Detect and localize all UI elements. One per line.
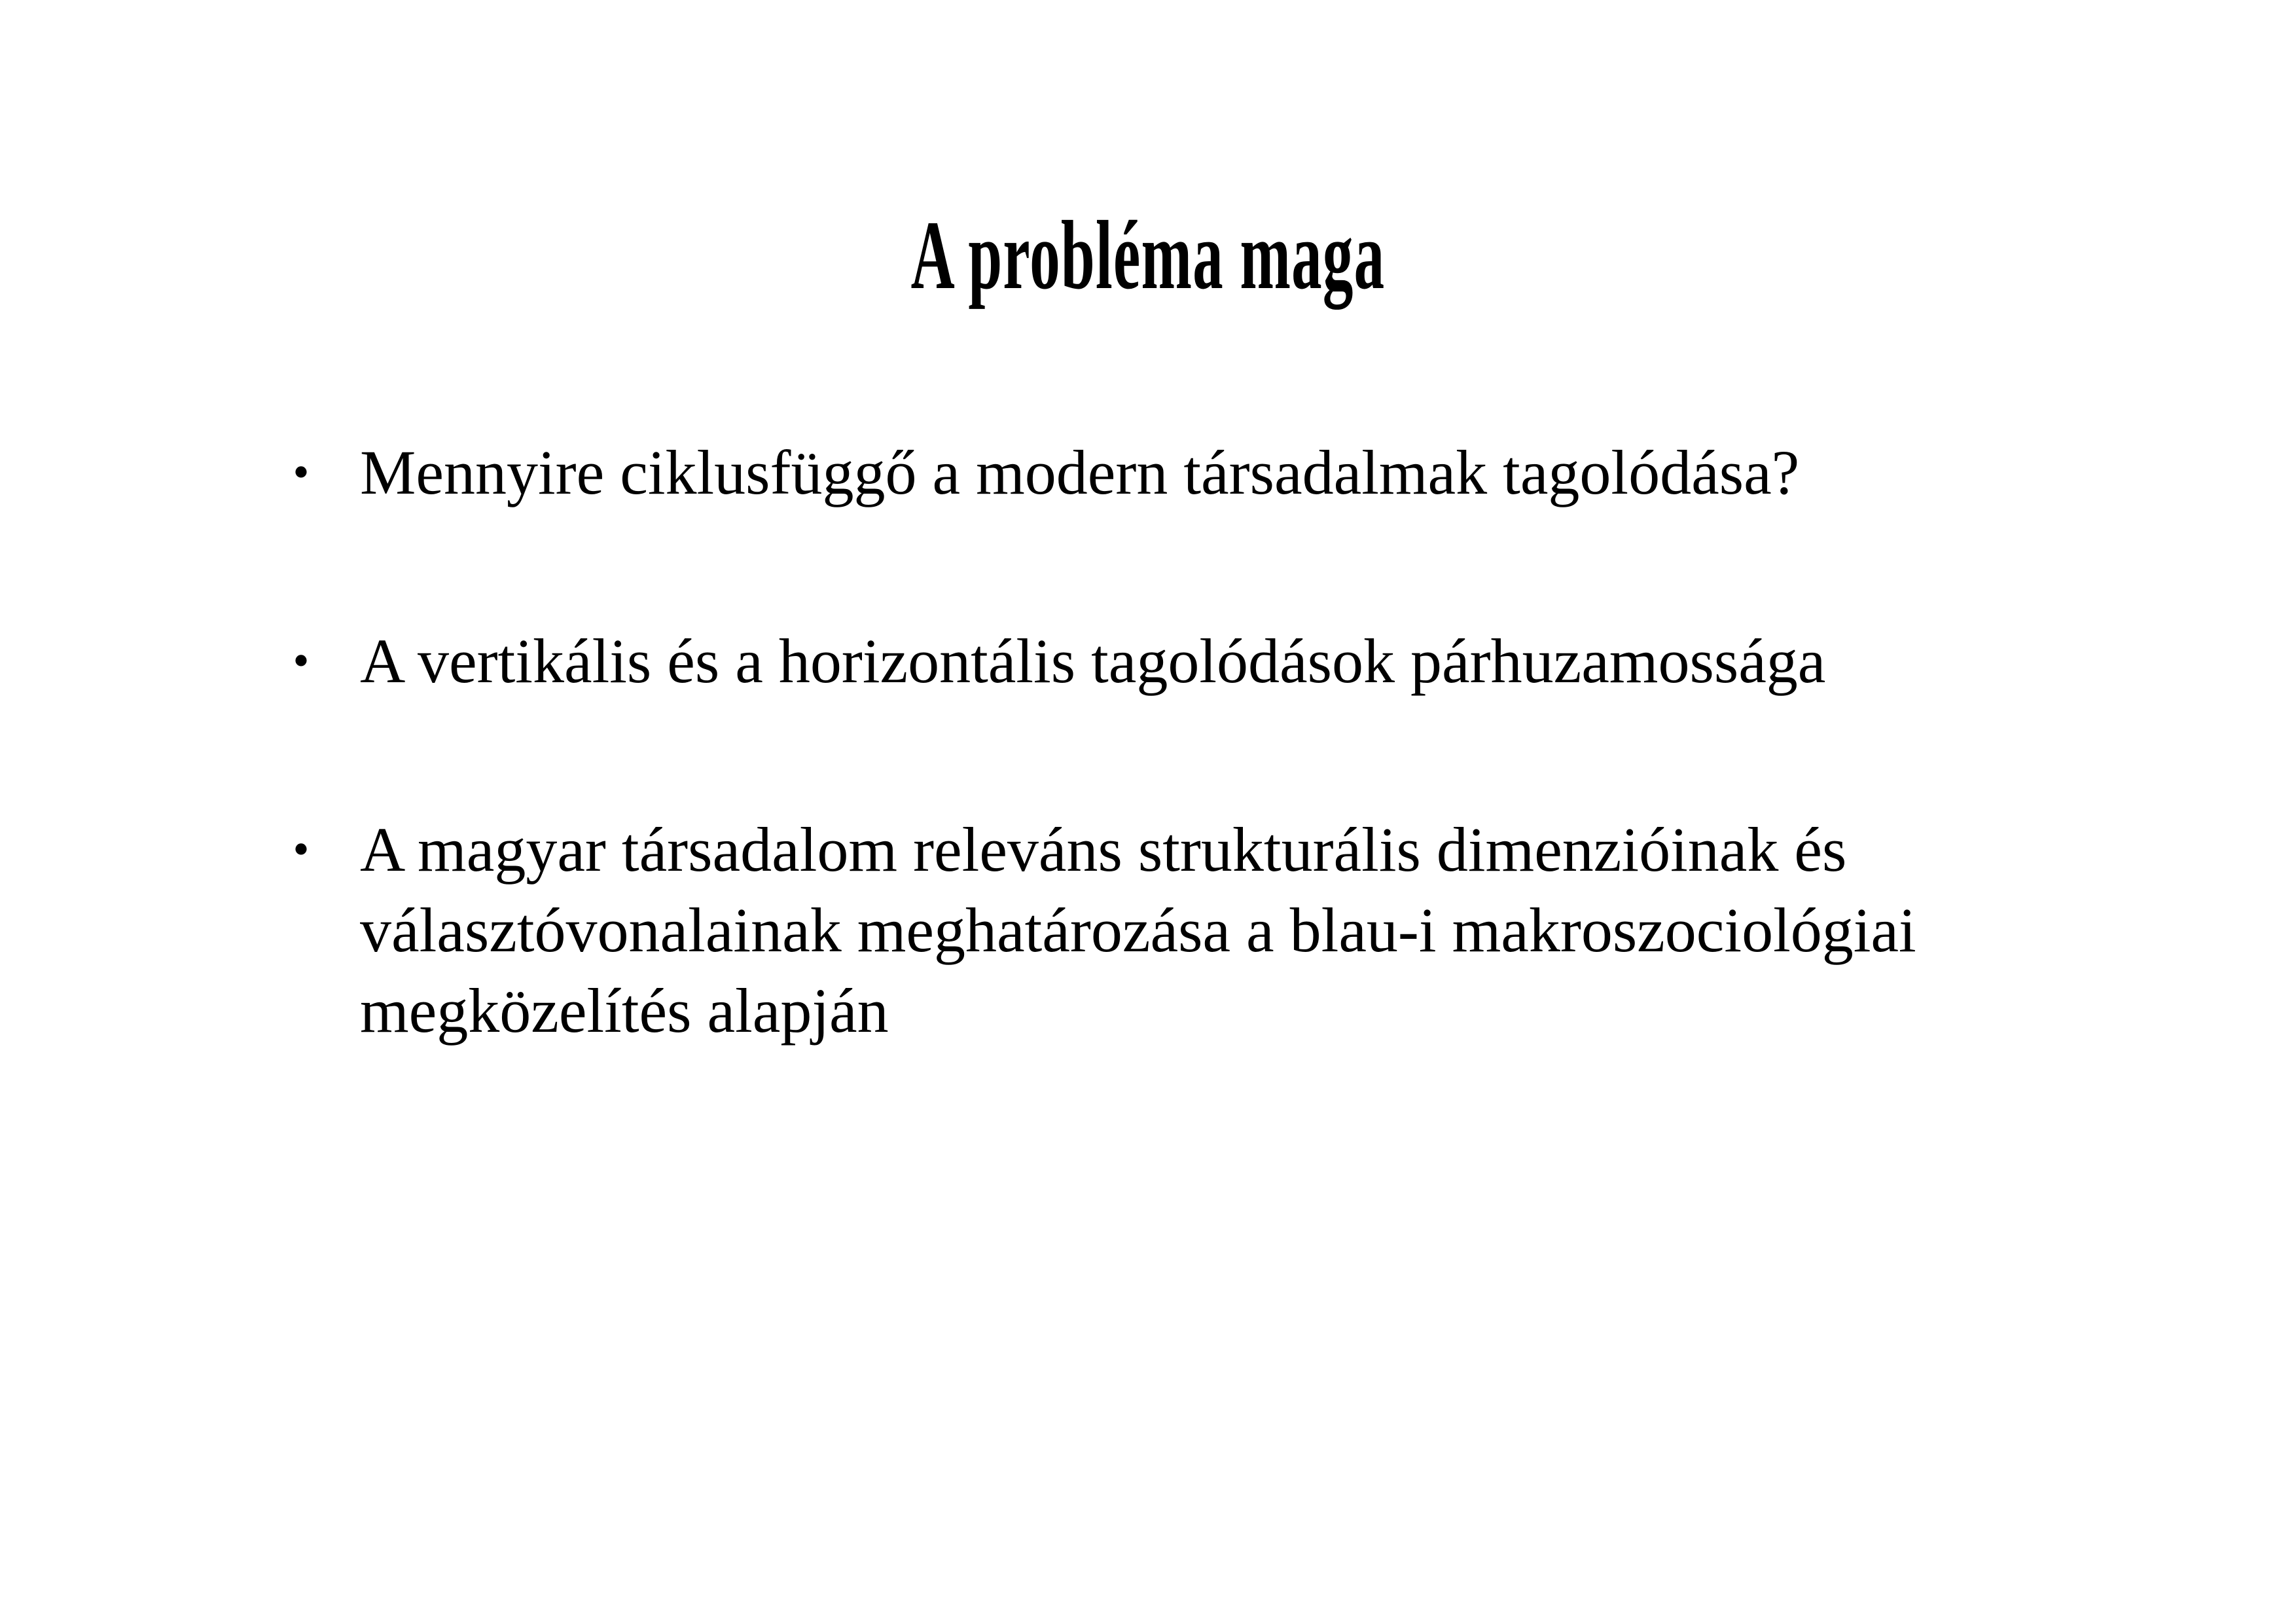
slide-title: A probléma maga xyxy=(910,201,1386,310)
bullet-item xyxy=(281,621,2049,701)
bullet-list xyxy=(281,432,2049,1159)
bullet-item xyxy=(281,809,2049,1051)
bullet-dot-icon: • xyxy=(293,823,310,875)
bullet-item xyxy=(281,432,2049,513)
bullet-text: A magyar társadalom releváns strukturális dimenzióinak és választóvonalainak meghatározása a blau-i makroszociológiai megközelítés alapján xyxy=(360,814,1916,1046)
bullet-dot-icon: • xyxy=(293,446,310,498)
bullet-text: A vertikális és a horizontális tagolódások párhuzamossága xyxy=(360,626,1826,696)
bullet-text: Mennyire ciklusfüggő a modern társadalmak tagolódása? xyxy=(360,437,1800,507)
bullet-dot-icon: • xyxy=(293,634,310,687)
